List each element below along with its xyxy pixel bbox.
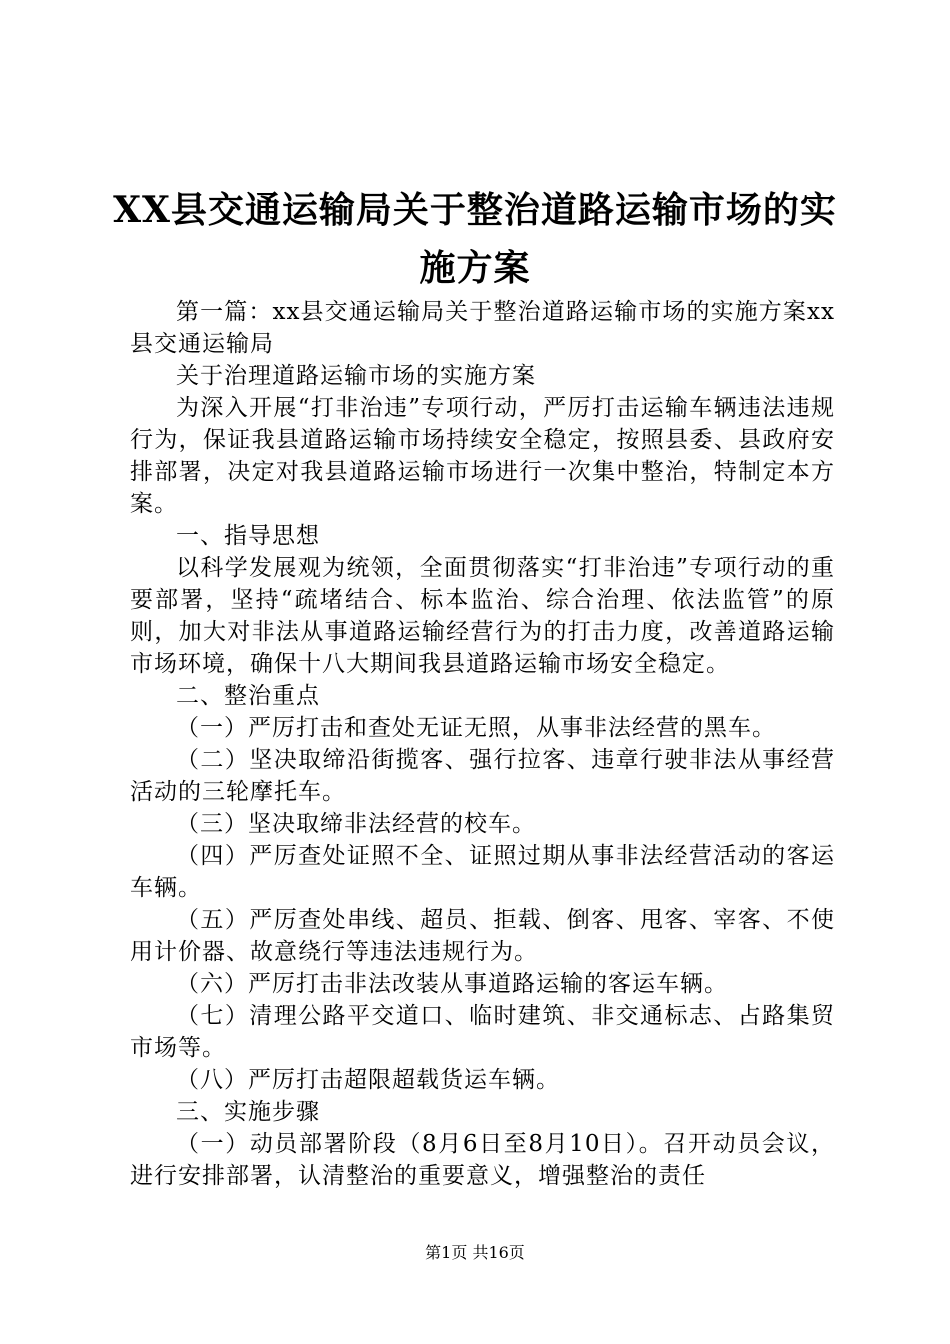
list-item: （五）严厉查处串线、超员、拒载、倒客、甩客、宰客、不使用计价器、故意绕行等违法违规行为。	[130, 907, 835, 965]
paragraph: 以科学发展观为统领，全面贯彻落实“打非治违”专项行动的重要部署，坚持“疏堵结合、标本监治、综合治理、依法监管”的原则，加大对非法从事道路运输经营行为的打击力度，改善道路运输市场环境，确保十八大期间我县道路运输市场安全稳定。	[130, 555, 835, 677]
list-item: （二）坚决取缔沿街揽客、强行拉客、违章行驶非法从事经营活动的三轮摩托车。	[130, 747, 835, 805]
section-heading: 二、整治重点	[176, 683, 320, 709]
list-item: （六）严厉打击非法改装从事道路运输的客运车辆。	[176, 971, 728, 997]
document-body	[130, 296, 835, 1192]
list-item: （八）严厉打击超限超载货运车辆。	[176, 1067, 560, 1093]
paragraph: 第一篇：xx县交通运输局关于整治道路运输市场的实施方案xx县交通运输局	[130, 299, 835, 357]
list-item: （四）严厉查处证照不全、证照过期从事非法经营活动的客运车辆。	[130, 843, 835, 901]
list-item: （一）动员部署阶段（8月6日至8月10日）。召开动员会议，进行安排部署，认清整治的重要意义，增强整治的责任	[130, 1131, 835, 1189]
page-number-footer: 第1页 共16页	[425, 1243, 525, 1262]
section-heading: 三、实施步骤	[176, 1099, 320, 1125]
list-item: （三）坚决取缔非法经营的校车。	[176, 811, 536, 837]
list-item: （一）严厉打击和查处无证无照，从事非法经营的黑车。	[176, 715, 776, 741]
document-title-line-1: XX县交通运输局关于整治道路运输市场的实	[113, 189, 837, 231]
paragraph: 关于治理道路运输市场的实施方案	[176, 363, 536, 389]
document-title-line-2: 施方案	[419, 247, 531, 289]
section-heading: 一、指导思想	[176, 523, 320, 549]
list-item: （七）清理公路平交道口、临时建筑、非交通标志、占路集贸市场等。	[130, 1003, 835, 1061]
paragraph: 为深入开展“打非治违”专项行动，严厉打击运输车辆违法违规行为，保证我县道路运输市场持续安全稳定，按照县委、县政府安排部署，决定对我县道路运输市场进行一次集中整治，特制定本方案。	[130, 395, 835, 517]
